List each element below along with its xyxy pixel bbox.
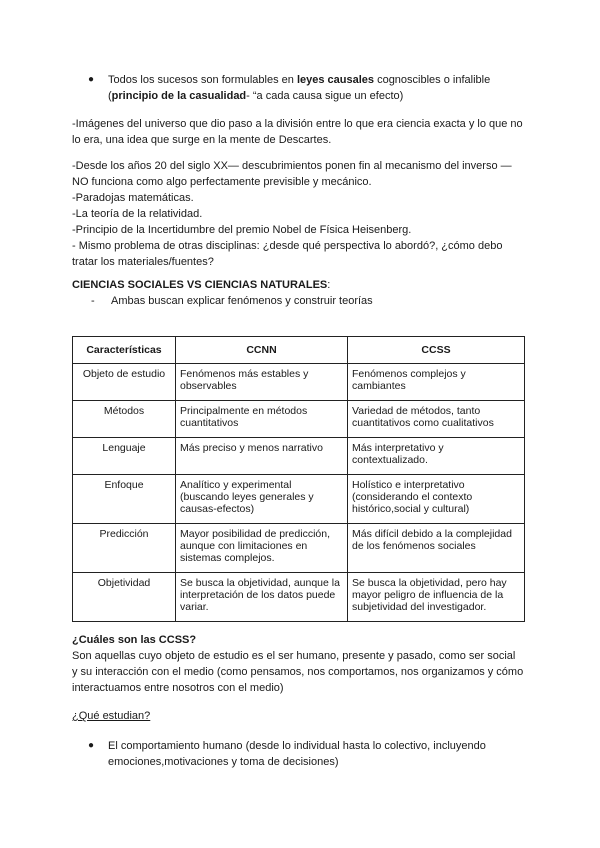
bullet-dot-icon: ●	[88, 740, 95, 751]
bold-span: leyes causales	[296, 74, 375, 86]
dash-mark: -	[91, 295, 95, 307]
paragraph-line: y su interacción con el medio (como pensamos, nos comportamos, nos organizamos y cómo	[72, 666, 524, 678]
table-row	[73, 524, 525, 573]
heading-cuales: ¿Cuáles son las CCSS?	[72, 634, 197, 646]
header-ccss: CCSS	[348, 337, 525, 364]
table-cell: Enfoque	[73, 475, 176, 524]
table-row	[73, 573, 525, 622]
text-span: - “a cada causa sigue un efecto)	[246, 90, 404, 102]
heading-line	[72, 277, 542, 293]
table-cell: Principalmente en métodos cuantitativos	[176, 401, 348, 438]
table-cell: Más interpretativo y contextualizado.	[348, 438, 525, 475]
dash-item	[91, 293, 373, 309]
text-span: Todos los sucesos son formulables en	[108, 74, 297, 86]
table-row	[73, 438, 525, 475]
table-row	[73, 475, 525, 524]
text-span: (	[108, 90, 112, 102]
paragraph-line: -Paradojas matemáticas.	[72, 192, 194, 204]
heading-colon: :	[327, 279, 331, 291]
table-cell: Lenguaje	[73, 438, 176, 475]
table-cell: Métodos	[73, 401, 176, 438]
bullet-line: emociones,motivaciones y toma de decisiones)	[108, 756, 339, 768]
table-cell: Fenómenos complejos y cambiantes	[348, 364, 525, 401]
paragraph-line: tratar los materiales/fuentes?	[72, 256, 214, 268]
bullet-item-comportamiento	[88, 738, 532, 770]
table-cell: Variedad de métodos, tanto cuantitativos como cualitativos	[348, 401, 525, 438]
header-ccnn: CCNN	[176, 337, 348, 364]
paragraph-line: lo era, una idea que surge en la mente de Descartes.	[72, 134, 332, 146]
table-cell: Se busca la objetividad, pero hay mayor peligro de influencia de la subjetividad del investigador.	[348, 573, 525, 622]
paragraph-imagenes	[72, 116, 542, 148]
table-cell: Más difícil debido a la complejidad de los fenómenos sociales	[348, 524, 525, 573]
section-cuales	[72, 632, 542, 696]
heading-que-estudian	[72, 708, 542, 724]
paragraph-line: - Mismo problema de otras disciplinas: ¿desde qué perspectiva lo abordó?, ¿cómo debo	[72, 240, 503, 252]
paragraph-line: -Imágenes del universo que dio paso a la división entre lo que era ciencia exacta y lo que no	[72, 118, 523, 130]
paragraph-line: -Desde los años 20 del siglo XX— descubrimientos ponen fin al mecanismo del inverso —	[72, 160, 512, 172]
table-cell: Se busca la objetividad, aunque la interpretación de los datos puede variar.	[176, 573, 348, 622]
bold-span: principio de la casualidad	[111, 90, 247, 102]
paragraph-line: -Principio de la Incertidumbre del premio Nobel de Física Heisenberg.	[72, 224, 412, 236]
heading-que-text: ¿Qué estudian?	[72, 710, 151, 722]
table-cell: Más preciso y menos narrativo	[176, 438, 348, 475]
table-cell: Holístico e interpretativo (considerando el contexto histórico,social y cultural)	[348, 475, 525, 524]
bullet-line	[108, 88, 532, 104]
comparison-table	[72, 336, 525, 622]
paragraph-desde	[72, 158, 542, 270]
text-span: cognoscibles o infalible	[374, 74, 491, 86]
table-cell: Predicción	[73, 524, 176, 573]
paragraph-line: -La teoría de la relatividad.	[72, 208, 203, 220]
table-header-row	[73, 337, 525, 364]
table-cell: Objeto de estudio	[73, 364, 176, 401]
header-caracteristicas: Características	[73, 337, 176, 364]
heading-ciencias	[72, 277, 542, 293]
bullet-line: El comportamiento humano (desde lo individual hasta lo colectivo, incluyendo	[108, 740, 486, 752]
bullet-line	[108, 72, 532, 88]
bullet-item-causales	[88, 72, 532, 104]
table-cell: Objetividad	[73, 573, 176, 622]
table-cell: Analítico y experimental (buscando leyes generales y causas-efectos)	[176, 475, 348, 524]
table-row	[73, 364, 525, 401]
table-row	[73, 401, 525, 438]
heading-text: CIENCIAS SOCIALES VS CIENCIAS NATURALES	[72, 279, 328, 291]
paragraph-line: NO funciona como algo perfectamente previsible y mecánico.	[72, 176, 372, 188]
paragraph-line: Son aquellas cuyo objeto de estudio es el ser humano, presente y pasado, como ser social	[72, 650, 516, 662]
paragraph-line: interactuamos entre nosotros con el medio)	[72, 682, 284, 694]
table-cell: Fenómenos más estables y observables	[176, 364, 348, 401]
bullet-dot-icon: ●	[88, 74, 95, 85]
table-cell: Mayor posibilidad de predicción, aunque con limitaciones en sistemas complejos.	[176, 524, 348, 573]
dash-item-text: Ambas buscan explicar fenómenos y construir teorías	[111, 295, 373, 307]
